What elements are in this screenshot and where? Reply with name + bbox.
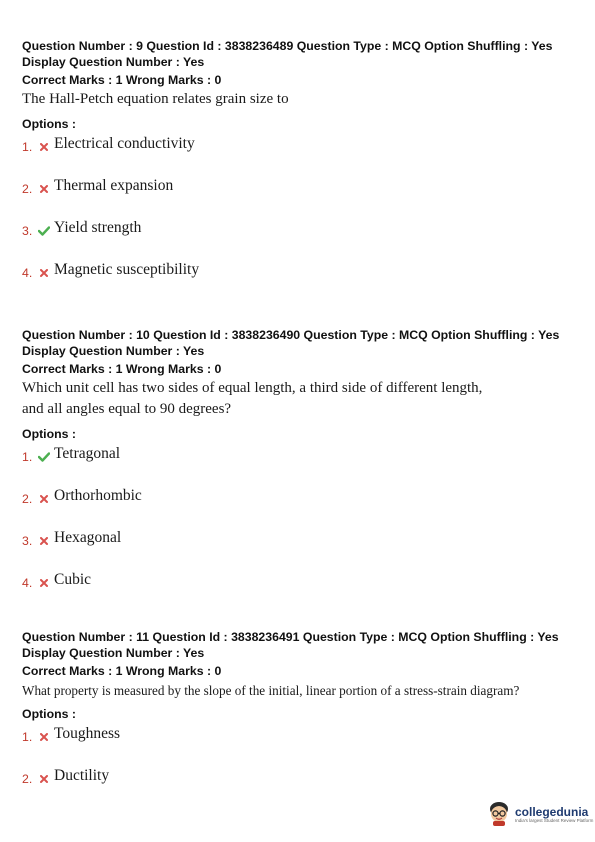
options-label: Options :: [22, 117, 76, 131]
option-text: Orthorhombic: [54, 487, 142, 504]
option-number: 4.: [22, 266, 33, 280]
cross-icon: [36, 185, 52, 193]
option-3: [22, 218, 582, 238]
option-text: Hexagonal: [54, 529, 122, 546]
option-text: Yield strength: [54, 219, 142, 236]
check-icon: [36, 226, 52, 236]
check-icon: [36, 452, 52, 462]
option-number: 1.: [22, 730, 33, 744]
question-9: [22, 38, 582, 280]
option-1: [22, 134, 582, 154]
option-number: 2.: [22, 492, 33, 506]
logo-brand: collegedunia: [515, 805, 589, 819]
options-label: Options :: [22, 427, 76, 441]
option-number: 3.: [22, 534, 33, 548]
option-text: Magnetic susceptibility: [54, 261, 200, 278]
cross-icon: [36, 143, 52, 151]
option-number: 2.: [22, 182, 33, 196]
option-number: 2.: [22, 772, 33, 786]
question-marks: Correct Marks : 1 Wrong Marks : 0: [22, 664, 222, 678]
option-2: [22, 766, 582, 786]
cross-icon: [36, 579, 52, 587]
question-marks: Correct Marks : 1 Wrong Marks : 0: [22, 362, 222, 376]
option-1: [22, 724, 582, 744]
option-text: Ductility: [54, 767, 110, 784]
question-text-line-2: and all angles equal to 90 degrees?: [22, 401, 232, 417]
question-header: Question Number : 9 Question Id : 3838236489 Question Type : MCQ Option Shuffling : Yes Display Question Number : Yes: [22, 39, 553, 69]
cross-icon: [36, 495, 52, 503]
option-1: [22, 444, 582, 464]
option-number: 3.: [22, 224, 33, 238]
question-header: Question Number : 10 Question Id : 3838236490 Question Type : MCQ Option Shuffling : Yes Display Question Number : Yes: [22, 328, 560, 358]
logo-tagline: India's largest Student Review Platform: [515, 818, 594, 823]
question-11: [22, 629, 582, 786]
question-text: The Hall-Petch equation relates grain size to: [22, 91, 289, 107]
logo-text: [515, 806, 593, 824]
question-text: What property is measured by the slope of the initial, linear portion of a stress-strain diagram?: [22, 683, 520, 698]
question-marks: Correct Marks : 1 Wrong Marks : 0: [22, 73, 222, 87]
option-3: [22, 528, 582, 548]
option-2: [22, 486, 582, 506]
question-10: [22, 327, 582, 590]
option-text: Toughness: [54, 725, 121, 742]
question-text-line-1: Which unit cell has two sides of equal length, a third side of different length,: [22, 380, 483, 396]
option-text: Thermal expansion: [54, 177, 174, 194]
option-4: [22, 570, 582, 590]
option-text: Tetragonal: [54, 445, 121, 462]
option-4: [22, 260, 582, 280]
cross-icon: [36, 733, 52, 741]
option-number: 1.: [22, 450, 33, 464]
collegedunia-logo: [487, 800, 593, 830]
mascot-icon: [487, 800, 511, 830]
option-number: 4.: [22, 576, 33, 590]
option-number: 1.: [22, 140, 33, 154]
cross-icon: [36, 537, 52, 545]
cross-icon: [36, 775, 52, 783]
option-text: Electrical conductivity: [54, 135, 195, 152]
cross-icon: [36, 269, 52, 277]
option-text: Cubic: [54, 571, 92, 588]
options-label: Options :: [22, 707, 76, 721]
question-header: Question Number : 11 Question Id : 3838236491 Question Type : MCQ Option Shuffling : Yes Display Question Number : Yes: [22, 630, 559, 660]
option-2: [22, 176, 582, 196]
